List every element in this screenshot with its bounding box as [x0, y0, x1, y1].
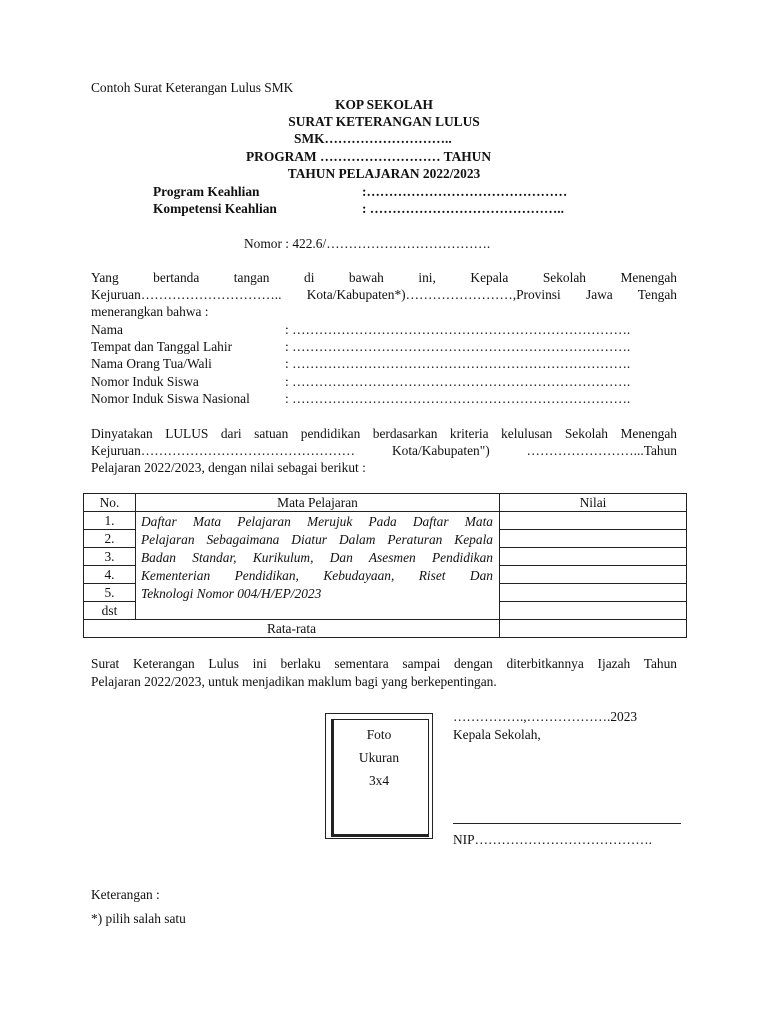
row-number: 1.: [84, 512, 136, 530]
photo-label-foto: Foto: [366, 727, 392, 742]
kompetensi-keahlian-value: : ……………………………………..: [362, 201, 564, 216]
field-label: Nomor Induk Siswa Nasional: [91, 391, 250, 406]
intro-line-2: Kejuruan………………………….. Kota/Kabupaten*)……………………,Provinsi Jawa Tengah: [91, 287, 677, 302]
signature-date: …………….,……………….2023: [453, 709, 638, 724]
field-row-nisn: [91, 390, 691, 407]
average-value-cell: [500, 620, 687, 638]
field-value: : ………………………………………………………………….: [285, 374, 631, 389]
signature-line: [453, 823, 681, 824]
field-row-nama-orang-tua: [91, 355, 691, 372]
declaration-line-2: Kejuruan………………………………………… Kota/Kabupaten") ……………………...Tahun: [91, 443, 677, 458]
declaration-line-1: Dinyatakan LULUS dari satuan pendidikan berdasarkan kriteria kelulusan Sekolah Menengah: [91, 426, 677, 441]
photo-label-ukuran: Ukuran: [358, 750, 400, 765]
field-label: Tempat dan Tanggal Lahir: [91, 339, 233, 354]
description-line: Kementerian Pendidikan, Kebudayaan, Riset Dan: [141, 568, 493, 583]
grade-cell: [500, 584, 687, 602]
header-nilai: Nilai: [500, 494, 687, 512]
field-row-nama: [91, 321, 691, 338]
field-value: : ………………………………………………………………….: [285, 356, 631, 371]
signature-nip: NIP………………………………….: [453, 832, 653, 847]
row-number: 2.: [84, 530, 136, 548]
description-line: Badan Standar, Kurikulum, Dan Asesmen Pendidikan: [141, 550, 493, 565]
intro-line-1: Yang bertanda tangan di bawah ini, Kepala Sekolah Menengah: [91, 270, 677, 285]
row-number: dst: [84, 602, 136, 620]
row-number: 5.: [84, 584, 136, 602]
header-no: No.: [84, 494, 136, 512]
field-label: Nama: [91, 322, 123, 337]
header-tahun-pelajaran: TAHUN PELAJARAN 2022/2023: [287, 166, 481, 181]
photo-label-size: 3x4: [368, 773, 390, 788]
validity-line-2: Pelajaran 2022/2023, untuk menjadikan maklum bagi yang berkepentingan.: [91, 674, 497, 689]
program-keahlian-value: :………………………………………: [362, 184, 568, 199]
header-title: SURAT KETERANGAN LULUS: [288, 114, 480, 129]
field-label: Nama Orang Tua/Wali: [91, 356, 212, 371]
subject-description: [141, 513, 493, 603]
field-label: Nomor Induk Siswa: [91, 374, 199, 389]
field-row-tempat-tanggal-lahir: [91, 338, 691, 355]
notes-label: Keterangan :: [91, 887, 160, 902]
notes-item: *) pilih salah satu: [91, 911, 186, 926]
validity-line-1: Surat Keterangan Lulus ini berlaku sementara sampai dengan diterbitkannya Ijazah Tahun: [91, 656, 677, 671]
grade-cell: [500, 602, 687, 620]
description-line: Pelajaran Sebagaimana Diatur Dalam Peraturan Kepala: [141, 532, 493, 547]
table-average-row: [84, 620, 687, 638]
intro-line-3: menerangkan bahwa :: [91, 304, 209, 319]
declaration-line-3: Pelajaran 2022/2023, dengan nilai sebagai berikut :: [91, 460, 366, 475]
field-row-nis: [91, 373, 691, 390]
field-value: : ………………………………………………………………….: [285, 391, 631, 406]
field-value: : ………………………………………………………………….: [285, 322, 631, 337]
row-number: 4.: [84, 566, 136, 584]
header-program: PROGRAM ……………………… TAHUN: [246, 149, 491, 164]
table-header-row: [84, 494, 687, 512]
signature-title: Kepala Sekolah,: [453, 727, 541, 742]
header-mata-pelajaran: Mata Pelajaran: [136, 494, 500, 512]
grade-cell: [500, 530, 687, 548]
header-smk: SMK………………………..: [294, 131, 452, 146]
header-kop-sekolah: KOP SEKOLAH: [335, 97, 433, 112]
grade-cell: [500, 512, 687, 530]
document-caption: Contoh Surat Keterangan Lulus SMK: [91, 80, 294, 95]
average-label: Rata-rata: [84, 620, 500, 638]
description-line: Daftar Mata Pelajaran Merujuk Pada Daftar Mata: [141, 514, 493, 529]
field-value: : ………………………………………………………………….: [285, 339, 631, 354]
program-keahlian-label: Program Keahlian: [153, 184, 260, 199]
description-line: Teknologi Nomor 004/H/EP/2023: [141, 586, 322, 601]
kompetensi-keahlian-label: Kompetensi Keahlian: [153, 201, 277, 216]
nomor-surat: Nomor : 422.6/……………………………….: [244, 236, 491, 251]
row-number: 3.: [84, 548, 136, 566]
grade-cell: [500, 548, 687, 566]
grade-cell: [500, 566, 687, 584]
